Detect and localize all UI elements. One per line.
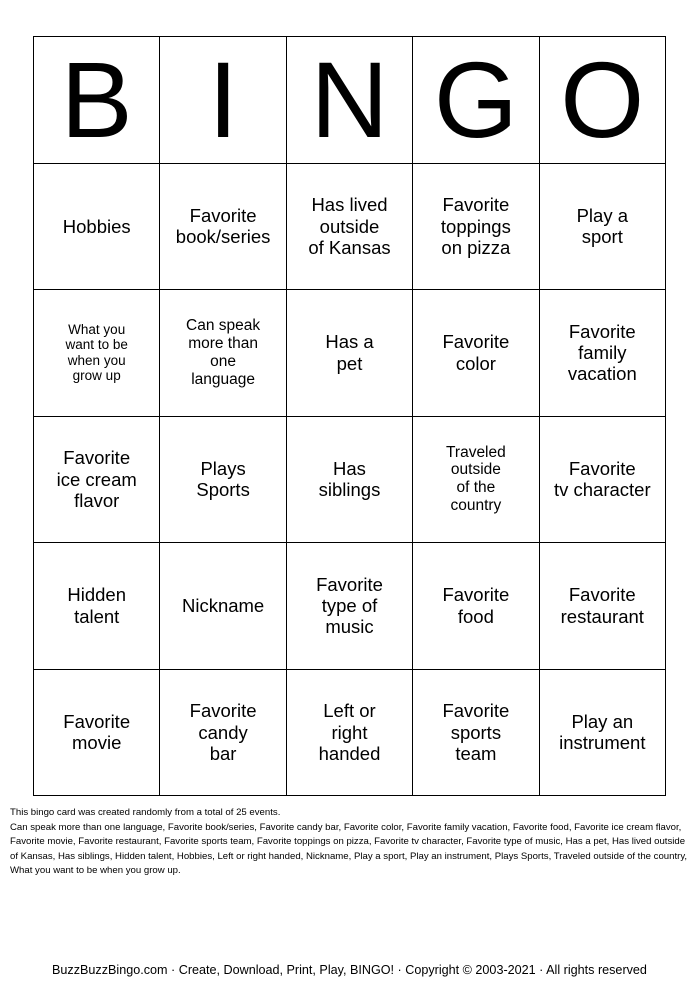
bingo-cell: Hobbies [34,164,160,291]
header-letter-o: O [540,37,666,164]
bingo-cell: Favorite food [413,543,539,670]
bingo-cell: Favorite type of music [287,543,413,670]
bingo-cell: Favorite restaurant [540,543,666,670]
bingo-cell: Favorite tv character [540,417,666,544]
bingo-cell: Favorite toppings on pizza [413,164,539,291]
bingo-cell: Favorite family vacation [540,290,666,417]
bingo-cell: Left or right handed [287,670,413,797]
bingo-cell: Favorite book/series [160,164,286,291]
note-summary: This bingo card was created randomly from a total of 25 events. [10,807,281,818]
note-event-list: Can speak more than one language, Favorite book/series, Favorite candy bar, Favorite color, Favorite family vacation, Favorite food, Favorite ice cream flavor, Favorite movie, Favorite restaurant, Favorite sports team, Favorite toppings on pizza, Favorite tv character, Favorite type of music, Has a pet, Has lived outside of Kansas, Has siblings, Hidden talent, Hobbies, Left or right handed, Nickname, Play a sport, Play an instrument, Plays Sports, Traveled outside of the country, What you want to be when you grow up. [10,821,688,876]
header-letter-b: B [34,37,160,164]
bingo-cell: Play an instrument [540,670,666,797]
bingo-card [33,36,666,796]
bingo-cell: Hidden talent [34,543,160,670]
header-letter-i: I [160,37,286,164]
bingo-cell: What you want to be when you grow up [34,290,160,417]
bingo-cell: Plays Sports [160,417,286,544]
bingo-cell: Has siblings [287,417,413,544]
page-footer: BuzzBuzzBingo.com · Create, Download, Print, Play, BINGO! · Copyright © 2003-2021 · All rights reserved [52,963,647,977]
bingo-cell: Favorite color [413,290,539,417]
card-note [10,806,692,879]
bingo-cell: Play a sport [540,164,666,291]
bingo-cell: Favorite ice cream flavor [34,417,160,544]
bingo-cell: Has lived outside of Kansas [287,164,413,291]
header-letter-n: N [287,37,413,164]
bingo-cell: Favorite movie [34,670,160,797]
bingo-cell: Has a pet [287,290,413,417]
bingo-cell: Nickname [160,543,286,670]
header-letter-g: G [413,37,539,164]
bingo-cell: Can speak more than one language [160,290,286,417]
bingo-cell: Favorite candy bar [160,670,286,797]
bingo-cell: Traveled outside of the country [413,417,539,544]
bingo-cell: Favorite sports team [413,670,539,797]
